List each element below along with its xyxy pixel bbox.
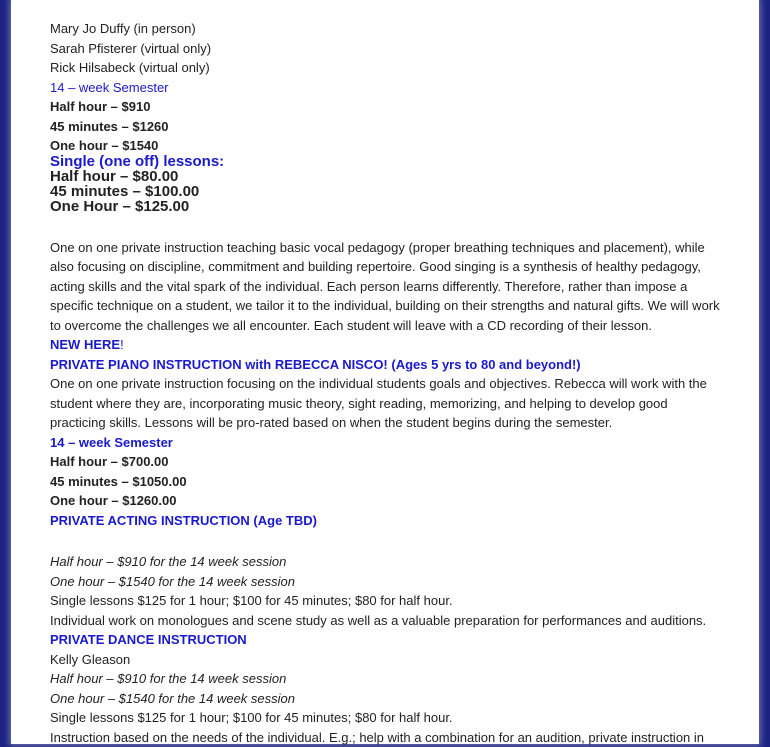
acting-single-lessons: Single lessons $125 for 1 hour; $100 for 45 minutes; $80 for half hour. <box>50 591 720 611</box>
content <box>50 19 720 747</box>
dance-single-lessons: Single lessons $125 for 1 hour; $100 for 45 minutes; $80 for half hour. <box>50 708 720 728</box>
piano-heading: PRIVATE PIANO INSTRUCTION with REBECCA NISCO! (Ages 5 yrs to 80 and beyond!) <box>50 355 720 375</box>
new-here-suffix: ! <box>120 337 124 352</box>
single-lesson-price: Half hour – $80.00 <box>50 169 720 184</box>
voice-description: One on one private instruction teaching basic vocal pedagogy (proper breathing techniques and placement), while also focusing on discipline, commitment and building repertoire. Good singing is a synthesis of healthy pedagogy, acting skills and the vital spark of the individual. Each person learns differently. Therefore, rather than impose a specific technique on a student, we tailor it to the individual, building on their strengths and natural gifts. We will work to overcome the challenges we all encounter. Each student will leave with a CD recording of their lesson. <box>50 238 720 336</box>
dance-session-price: Half hour – $910 for the 14 week session <box>50 669 720 689</box>
dance-description: Instruction based on the needs of the individual. E.g.; help with a combination for an audition, private instruction in <box>50 728 720 747</box>
single-lesson-price: 45 minutes – $100.00 <box>50 184 720 199</box>
page <box>11 0 759 744</box>
single-lessons-heading: Single (one off) lessons: <box>50 154 720 169</box>
voice-semester-heading: 14 – week Semester <box>50 78 720 98</box>
piano-price: 45 minutes – $1050.00 <box>50 472 720 492</box>
piano-price: Half hour – $700.00 <box>50 452 720 472</box>
acting-heading: PRIVATE ACTING INSTRUCTION (Age TBD) <box>50 511 720 531</box>
acting-session-price: One hour – $1540 for the 14 week session <box>50 572 720 592</box>
voice-semester-price: Half hour – $910 <box>50 97 720 117</box>
piano-price: One hour – $1260.00 <box>50 491 720 511</box>
teacher-name: Rick Hilsabeck (virtual only) <box>50 58 720 78</box>
teacher-name: Mary Jo Duffy (in person) <box>50 19 720 39</box>
acting-session-price: Half hour – $910 for the 14 week session <box>50 552 720 572</box>
piano-semester-heading: 14 – week Semester <box>50 433 720 453</box>
acting-description: Individual work on monologues and scene study as well as a valuable preparation for performances and auditions. <box>50 611 720 631</box>
single-lesson-price: One Hour – $125.00 <box>50 199 720 214</box>
voice-semester-price: One hour – $1540 <box>50 136 720 156</box>
dance-teacher: Kelly Gleason <box>50 650 720 670</box>
dance-session-price: One hour – $1540 for the 14 week session <box>50 689 720 709</box>
voice-semester-price: 45 minutes – $1260 <box>50 117 720 137</box>
piano-description: One on one private instruction focusing on the individual students goals and objectives. Rebecca will work with the student where they are, incorporating music theory, sight reading, memorizing, and helping to develop good practicing skills. Lessons will be pro-rated based on when the student begins during the semester. <box>50 374 720 433</box>
new-here-line <box>50 335 720 355</box>
teacher-name: Sarah Pfisterer (virtual only) <box>50 39 720 59</box>
new-here-link[interactable]: NEW HERE <box>50 337 120 352</box>
dance-heading: PRIVATE DANCE INSTRUCTION <box>50 630 720 650</box>
